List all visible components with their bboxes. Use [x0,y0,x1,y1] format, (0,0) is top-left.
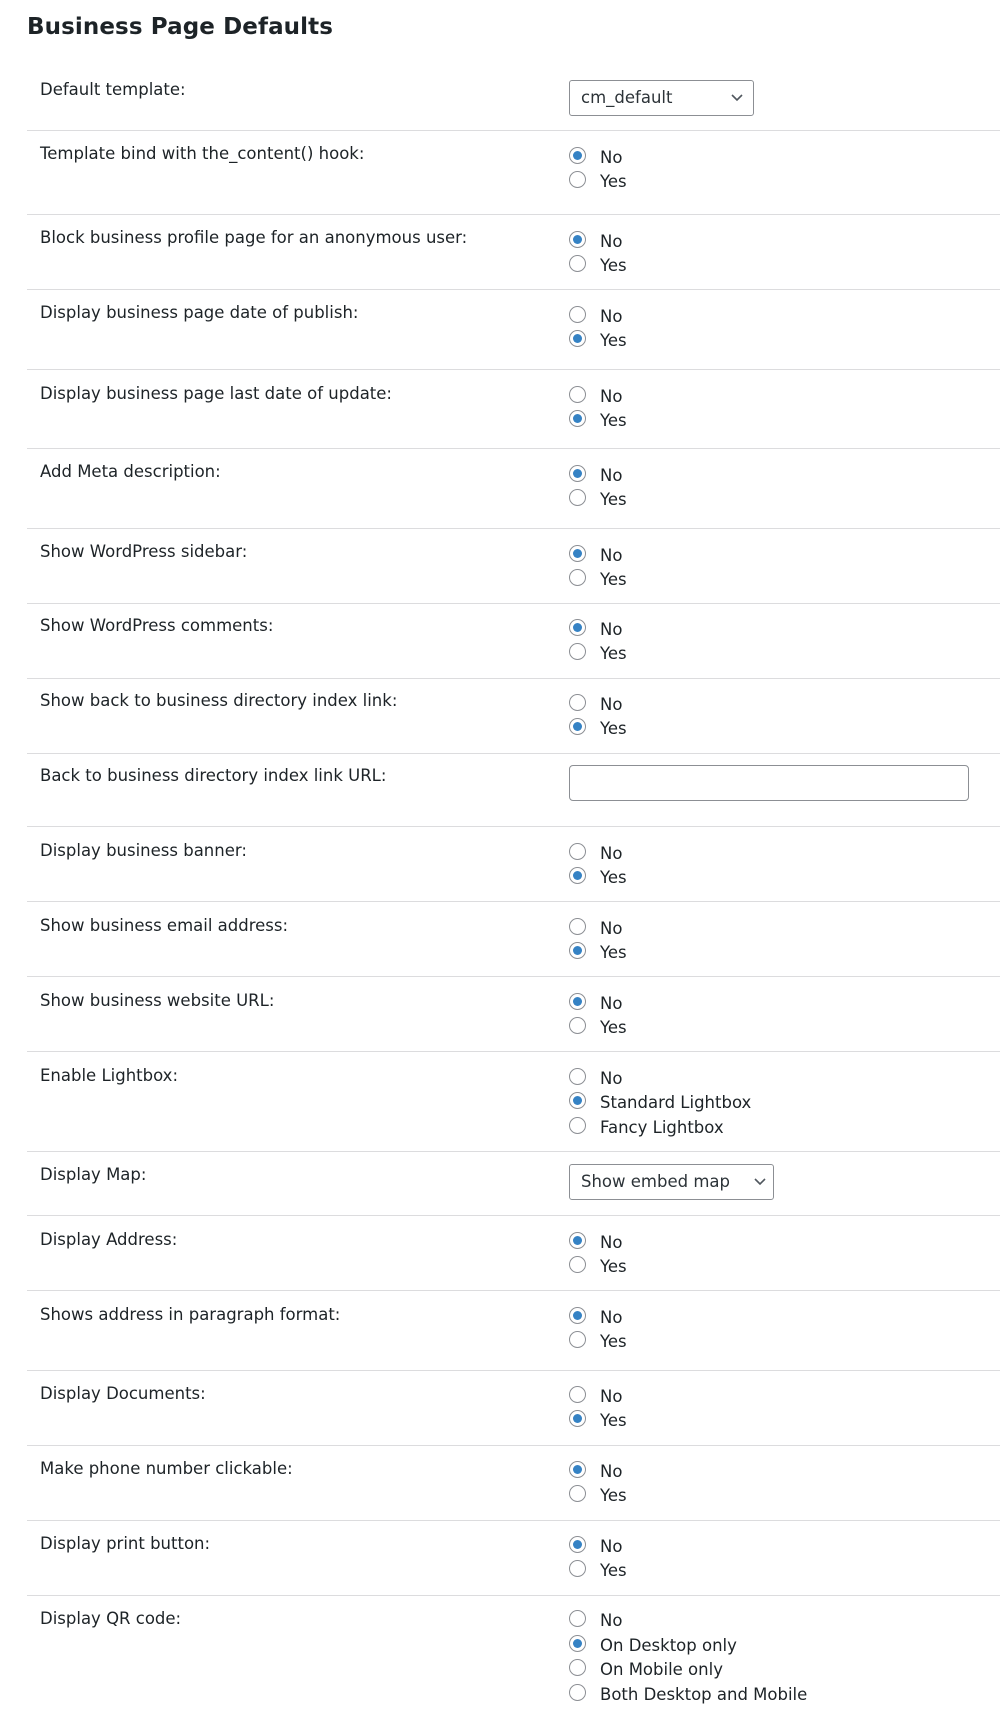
lightbox-label: Enable Lightbox: [40,1066,179,1085]
documents-option-label: Yes [600,1411,627,1430]
update-date-radio-no[interactable] [569,386,586,403]
wp-comments-radio-yes[interactable] [569,643,586,660]
default-template-value: cm_default [581,88,673,107]
qr-code-radio-both[interactable] [569,1684,586,1701]
back-link-option-label: Yes [600,719,627,738]
publish-date-radio-yes[interactable] [569,330,586,347]
publish-date-option-label: Yes [600,331,627,350]
row-back-link-url [27,754,1000,827]
email-radio-yes[interactable] [569,942,586,959]
row-update-date [27,370,1000,449]
qr-code-label: Display QR code: [40,1609,182,1628]
map-value: Show embed map [581,1172,730,1191]
row-phone-clickable [27,1446,1000,1521]
address-paragraph-option-label: Yes [600,1332,627,1351]
wp-sidebar-label: Show WordPress sidebar: [40,542,248,561]
back-link-radio-no[interactable] [569,694,586,711]
lightbox-option-label: Standard Lightbox [600,1093,752,1112]
block-anonymous-option-label: Yes [600,256,627,275]
wp-comments-radio-no[interactable] [569,619,586,636]
print-button-option-label: No [600,1537,623,1556]
update-date-option-label: No [600,387,623,406]
documents-label: Display Documents: [40,1384,206,1403]
page-title: Business Page Defaults [27,14,334,40]
lightbox-radio-fancy[interactable] [569,1117,586,1134]
row-documents [27,1371,1000,1446]
wp-comments-option-label: Yes [600,644,627,663]
row-map [27,1152,1000,1216]
template-bind-radio-no[interactable] [569,147,586,164]
row-wp-sidebar [27,529,1000,604]
row-print-button [27,1521,1000,1596]
email-radio-no[interactable] [569,918,586,935]
row-email [27,902,1000,977]
phone-clickable-option-label: Yes [600,1486,627,1505]
template-bind-option-label: No [600,148,623,167]
documents-option-label: No [600,1387,623,1406]
row-address-paragraph [27,1291,1000,1371]
phone-clickable-radio-no[interactable] [569,1461,586,1478]
update-date-option-label: Yes [600,411,627,430]
meta-description-option-label: Yes [600,490,627,509]
chevron-down-icon [730,87,744,107]
row-qr-code [27,1596,1000,1730]
meta-description-label: Add Meta description: [40,462,221,481]
row-wp-comments [27,604,1000,679]
lightbox-option-label: Fancy Lightbox [600,1118,724,1137]
address-paragraph-radio-yes[interactable] [569,1331,586,1348]
row-lightbox [27,1052,1000,1152]
meta-description-radio-yes[interactable] [569,489,586,506]
update-date-label: Display business page last date of update: [40,384,392,403]
address-radio-no[interactable] [569,1232,586,1249]
phone-clickable-label: Make phone number clickable: [40,1459,293,1478]
wp-sidebar-radio-yes[interactable] [569,569,586,586]
qr-code-radio-mobile[interactable] [569,1659,586,1676]
wp-sidebar-option-label: Yes [600,570,627,589]
template-bind-option-label: Yes [600,172,627,191]
row-banner [27,827,1000,902]
qr-code-option-label: On Mobile only [600,1660,723,1679]
banner-radio-yes[interactable] [569,867,586,884]
documents-radio-yes[interactable] [569,1410,586,1427]
email-label: Show business email address: [40,916,289,935]
row-meta-description [27,449,1000,529]
print-button-radio-yes[interactable] [569,1560,586,1577]
back-link-radio-yes[interactable] [569,718,586,735]
banner-option-label: No [600,844,623,863]
publish-date-option-label: No [600,307,623,326]
phone-clickable-radio-yes[interactable] [569,1485,586,1502]
address-option-label: Yes [600,1257,627,1276]
template-bind-radio-yes[interactable] [569,171,586,188]
print-button-option-label: Yes [600,1561,627,1580]
website-radio-yes[interactable] [569,1017,586,1034]
block-anonymous-label: Block business profile page for an anonymous user: [40,228,468,247]
template-bind-label: Template bind with the_content() hook: [40,144,365,163]
map-label: Display Map: [40,1165,147,1184]
wp-comments-option-label: No [600,620,623,639]
address-label: Display Address: [40,1230,178,1249]
phone-clickable-option-label: No [600,1462,623,1481]
website-radio-no[interactable] [569,993,586,1010]
address-radio-yes[interactable] [569,1256,586,1273]
documents-radio-no[interactable] [569,1386,586,1403]
banner-radio-no[interactable] [569,843,586,860]
wp-sidebar-radio-no[interactable] [569,545,586,562]
email-option-label: Yes [600,943,627,962]
row-template-bind [27,131,1000,215]
qr-code-option-label: No [600,1611,623,1630]
lightbox-radio-no[interactable] [569,1068,586,1085]
address-paragraph-option-label: No [600,1308,623,1327]
wp-comments-label: Show WordPress comments: [40,616,274,635]
print-button-radio-no[interactable] [569,1536,586,1553]
map-select[interactable] [569,1164,774,1200]
default-template-label: Default template: [40,80,186,99]
publish-date-label: Display business page date of publish: [40,303,359,322]
website-option-label: No [600,994,623,1013]
qr-code-radio-no[interactable] [569,1610,586,1627]
back-link-url-input[interactable] [569,765,969,801]
email-option-label: No [600,919,623,938]
row-publish-date [27,290,1000,370]
row-address [27,1216,1000,1291]
block-anonymous-option-label: No [600,232,623,251]
address-paragraph-radio-no[interactable] [569,1307,586,1324]
row-website [27,977,1000,1052]
default-template-select[interactable] [569,80,754,116]
meta-description-option-label: No [600,466,623,485]
block-anonymous-radio-yes[interactable] [569,255,586,272]
chevron-down-icon [753,1171,767,1191]
meta-description-radio-no[interactable] [569,465,586,482]
back-link-label: Show back to business directory index link: [40,691,398,710]
address-option-label: No [600,1233,623,1252]
block-anonymous-radio-no[interactable] [569,231,586,248]
publish-date-radio-no[interactable] [569,306,586,323]
website-option-label: Yes [600,1018,627,1037]
qr-code-option-label: Both Desktop and Mobile [600,1685,808,1704]
wp-sidebar-option-label: No [600,546,623,565]
print-button-label: Display print button: [40,1534,211,1553]
website-label: Show business website URL: [40,991,275,1010]
lightbox-radio-standard[interactable] [569,1092,586,1109]
banner-option-label: Yes [600,868,627,887]
banner-label: Display business banner: [40,841,247,860]
row-default-template [27,68,1000,131]
back-link-option-label: No [600,695,623,714]
qr-code-radio-desktop[interactable] [569,1635,586,1652]
row-block-anonymous [27,215,1000,290]
qr-code-option-label: On Desktop only [600,1636,737,1655]
back-link-url-label: Back to business directory index link URL: [40,766,387,785]
row-back-link [27,679,1000,754]
lightbox-option-label: No [600,1069,623,1088]
address-paragraph-label: Shows address in paragraph format: [40,1305,341,1324]
update-date-radio-yes[interactable] [569,410,586,427]
